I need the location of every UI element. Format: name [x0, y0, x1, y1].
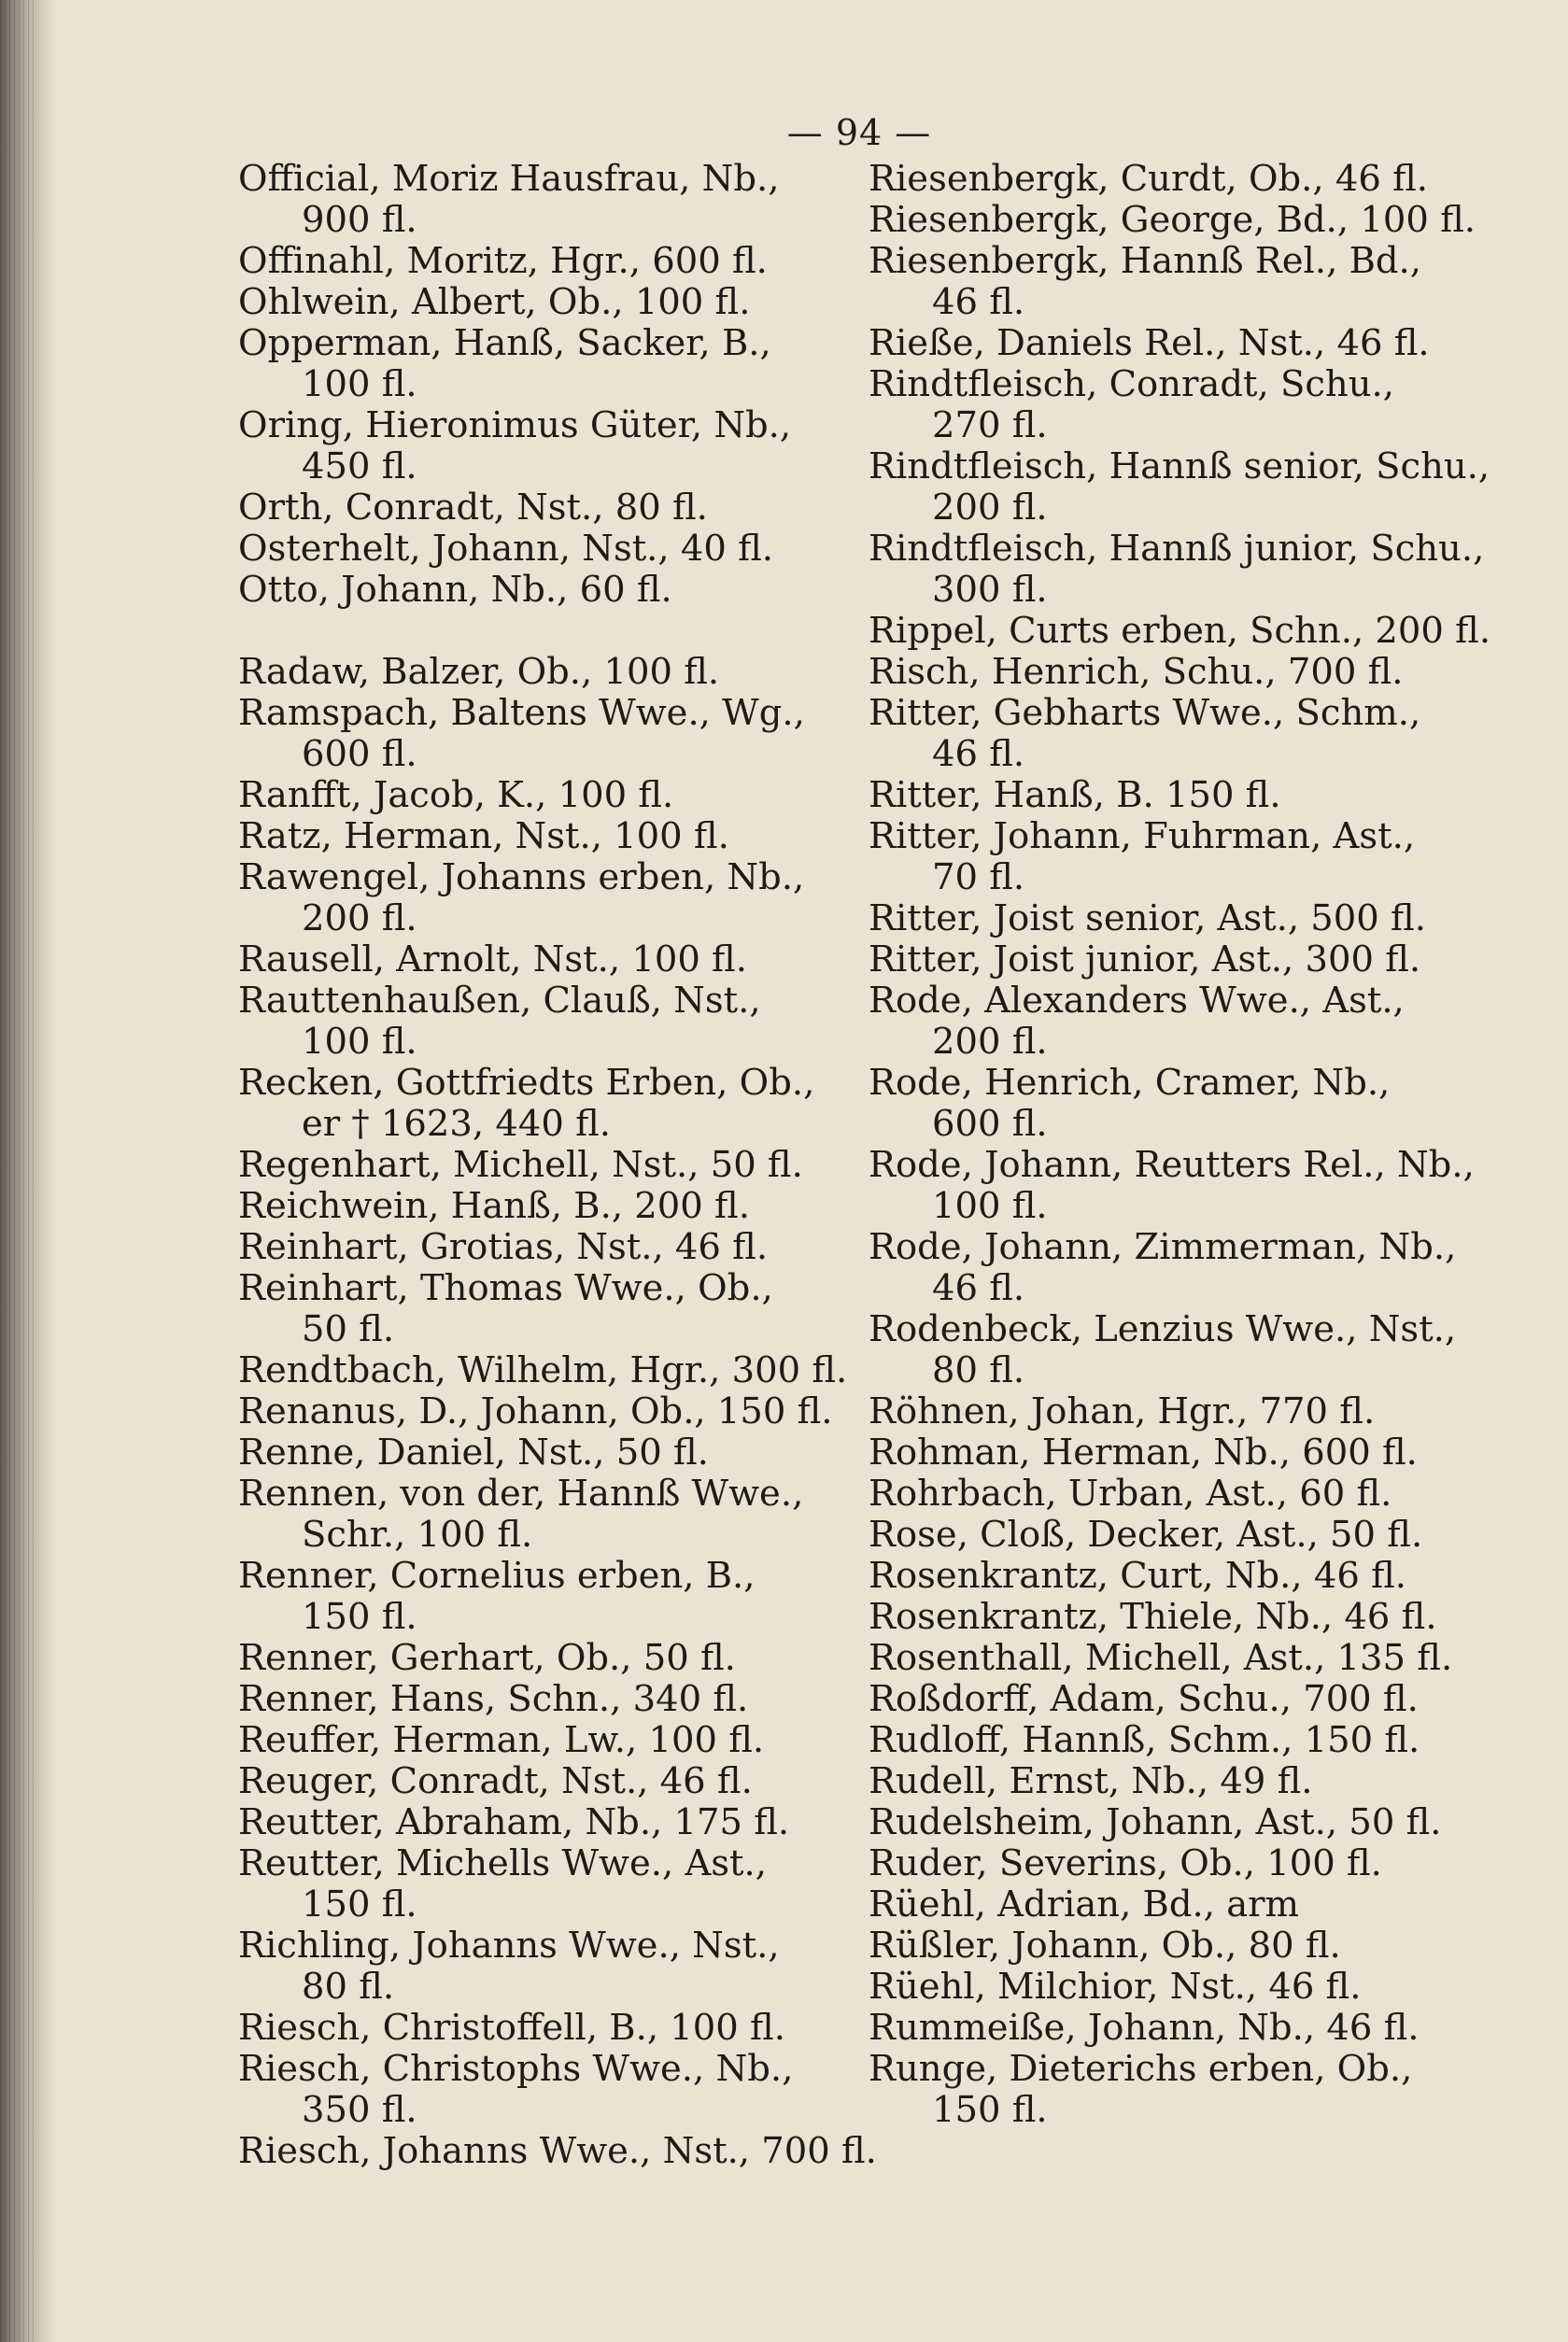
register-entry — [869, 939, 1485, 981]
register-entry — [238, 241, 855, 282]
entry-text: Rudell, Ernst, Nb., 49 fl. — [869, 1760, 1313, 1802]
right-column — [869, 158, 1491, 2131]
register-entry — [238, 1843, 855, 1926]
entry-continuation: 270 fl. — [932, 404, 1048, 446]
entry-text: Rawengel, Johanns erben, Nb., — [238, 856, 805, 898]
entry-text: Ritter, Gebharts Wwe., Schm., — [869, 692, 1421, 734]
register-entry — [869, 529, 1485, 611]
entry-text: Reichwein, Hanß, B., 200 fl. — [238, 1185, 750, 1227]
register-entry — [238, 1679, 855, 1720]
register-entry — [869, 2008, 1485, 2049]
entry-text: Reinhart, Thomas Wwe., Ob., — [238, 1267, 773, 1309]
register-entry — [238, 693, 855, 775]
entry-text: Osterhelt, Johann, Nst., 40 fl. — [238, 528, 774, 570]
entry-continuation: 46 fl. — [932, 1267, 1025, 1309]
entry-text: Reutter, Abraham, Nb., 175 fl. — [238, 1801, 790, 1843]
entry-text: Rosenkrantz, Thiele, Nb., 46 fl. — [869, 1596, 1437, 1638]
entry-text: Rodenbeck, Lenzius Wwe., Nst., — [869, 1308, 1457, 1350]
entry-continuation: 80 fl. — [932, 1349, 1025, 1391]
register-entry — [238, 1063, 855, 1145]
register-entry — [869, 1391, 1485, 1432]
entry-continuation: er † 1623, 440 fl. — [302, 1103, 612, 1145]
entry-text: Renne, Daniel, Nst., 50 fl. — [238, 1432, 709, 1474]
register-entry — [869, 981, 1485, 1063]
entry-text: Orth, Conradt, Nst., 80 fl. — [238, 487, 708, 529]
entry-continuation: 450 fl. — [302, 445, 417, 487]
entry-text: Riesenbergk, Hannß Rel., Bd., — [869, 240, 1421, 282]
register-entry — [869, 775, 1485, 816]
register-entry — [869, 693, 1485, 775]
register-entry — [238, 857, 855, 939]
entry-text: Reinhart, Grotias, Nst., 46 fl. — [238, 1226, 769, 1268]
entry-text: Rennen, von der, Hannß Wwe., — [238, 1473, 804, 1515]
register-entry — [238, 1432, 855, 1474]
register-entry — [238, 939, 855, 981]
register-entry — [869, 1926, 1485, 1967]
entry-text: Rindtfleisch, Conradt, Schu., — [869, 363, 1394, 405]
register-entry — [869, 1515, 1485, 1556]
register-entry — [238, 1926, 855, 2008]
entry-text: Ramspach, Baltens Wwe., Wg., — [238, 692, 805, 734]
register-entry — [869, 241, 1485, 323]
entry-continuation: 100 fl. — [932, 1185, 1048, 1227]
register-entry — [869, 1474, 1485, 1515]
register-entry — [238, 775, 855, 816]
entry-text: Ratz, Herman, Nst., 100 fl. — [238, 815, 729, 857]
register-entry — [869, 364, 1485, 446]
entry-continuation: 46 fl. — [932, 733, 1025, 775]
entry-continuation: 200 fl. — [302, 897, 417, 939]
left-column — [238, 158, 877, 2172]
register-entry — [238, 1227, 855, 1268]
entry-text: Röhnen, Johan, Hgr., 770 fl. — [869, 1390, 1376, 1432]
page-edges — [0, 0, 37, 2342]
entry-text: Rüehl, Milchior, Nst., 46 fl. — [869, 1966, 1362, 2008]
register-entry — [238, 1761, 855, 1802]
register-entry — [238, 529, 855, 570]
register-entry — [869, 1638, 1485, 1679]
entry-text: Riesenbergk, Curdt, Ob., 46 fl. — [869, 158, 1429, 200]
register-entry — [869, 1967, 1485, 2008]
register-entry — [869, 1679, 1485, 1720]
register-entry — [869, 200, 1485, 241]
register-entry — [869, 610, 1491, 652]
register-entry — [869, 1145, 1485, 1227]
entry-text: Rippel, Curts erben, Schn., 200 fl. — [869, 610, 1491, 652]
register-entry — [238, 1145, 855, 1186]
register-entry — [869, 652, 1485, 693]
entry-text: Rendtbach, Wilhelm, Hgr., 300 fl. — [238, 1349, 848, 1391]
entry-continuation: 70 fl. — [932, 856, 1025, 898]
entry-text: Rode, Alexanders Wwe., Ast., — [869, 980, 1405, 1022]
entry-text: Renner, Gerhart, Ob., 50 fl. — [238, 1637, 736, 1679]
entry-continuation: 80 fl. — [302, 1966, 395, 2008]
register-entry — [869, 1227, 1485, 1309]
register-entry — [238, 570, 855, 611]
register-entry — [869, 159, 1485, 200]
entry-text: Roßdorff, Adam, Schu., 700 fl. — [869, 1678, 1419, 1720]
register-entry — [869, 1597, 1485, 1638]
entry-continuation: 50 fl. — [302, 1308, 395, 1350]
entry-text: Recken, Gottfriedts Erben, Ob., — [238, 1062, 815, 1104]
register-entry — [869, 2049, 1485, 2131]
register-entry — [869, 1802, 1485, 1843]
entry-text: Oring, Hieronimus Güter, Nb., — [238, 404, 792, 446]
entry-continuation: 600 fl. — [932, 1103, 1048, 1145]
register-entry — [869, 1720, 1485, 1761]
entry-text: Renner, Hans, Schn., 340 fl. — [238, 1678, 749, 1720]
entry-text: Reuger, Conradt, Nst., 46 fl. — [238, 1760, 753, 1802]
entry-continuation: 300 fl. — [932, 569, 1048, 611]
entry-text: Ritter, Hanß, B. 150 fl. — [869, 774, 1281, 816]
register-entry — [238, 405, 855, 487]
register-entry — [869, 1063, 1485, 1145]
entry-text: Offinahl, Moritz, Hgr., 600 fl. — [238, 240, 768, 282]
entry-text: Riesch, Johanns Wwe., Nst., 700 fl. — [238, 2130, 877, 2172]
register-entry — [869, 1761, 1485, 1802]
register-entry — [238, 282, 855, 323]
entry-text: Otto, Johann, Nb., 60 fl. — [238, 569, 672, 611]
entry-text: Rummeiße, Johann, Nb., 46 fl. — [869, 2007, 1420, 2049]
entry-continuation: 150 fl. — [302, 1883, 417, 1926]
register-entry — [238, 2049, 855, 2131]
entry-continuation: 200 fl. — [932, 1021, 1048, 1063]
register-entry — [238, 2130, 877, 2172]
entry-text: Opperman, Hanß, Sacker, B., — [238, 322, 771, 364]
entry-text: Radaw, Balzer, Ob., 100 fl. — [238, 651, 720, 693]
entry-text: Richling, Johanns Wwe., Nst., — [238, 1925, 780, 1967]
entry-continuation: 150 fl. — [302, 1596, 417, 1638]
entry-text: Reutter, Michells Wwe., Ast., — [238, 1842, 767, 1884]
register-entry — [238, 487, 855, 529]
register-entry — [238, 159, 855, 241]
entry-text: Ruder, Severins, Ob., 100 fl. — [869, 1842, 1382, 1884]
register-entry — [238, 1268, 855, 1350]
entry-text: Rode, Johann, Zimmerman, Nb., — [869, 1226, 1457, 1268]
register-entry — [238, 1802, 855, 1843]
entry-text: Riesenbergk, George, Bd., 100 fl. — [869, 199, 1476, 241]
entry-text: Rauttenhaußen, Clauß, Nst., — [238, 980, 761, 1022]
register-entry — [238, 1350, 855, 1391]
page-number: — 94 — — [786, 112, 932, 153]
entry-text: Rode, Henrich, Cramer, Nb., — [869, 1062, 1391, 1104]
entry-text: Risch, Henrich, Schu., 700 fl. — [869, 651, 1404, 693]
entry-continuation: 900 fl. — [302, 199, 417, 241]
entry-text: Rindtfleisch, Hannß senior, Schu., — [869, 445, 1490, 487]
entry-text: Renner, Cornelius erben, B., — [238, 1555, 756, 1597]
entry-text: Ritter, Johann, Fuhrman, Ast., — [869, 815, 1416, 857]
entry-text: Riesch, Christophs Wwe., Nb., — [238, 2048, 794, 2090]
register-entry — [238, 323, 855, 405]
entry-text: Rüehl, Adrian, Bd., arm — [869, 1883, 1300, 1926]
register-entry — [238, 1474, 855, 1556]
register-entry — [238, 1720, 855, 1761]
entry-continuation: 46 fl. — [932, 281, 1025, 323]
entry-text: Rosenkrantz, Curt, Nb., 46 fl. — [869, 1555, 1407, 1597]
entry-continuation: 100 fl. — [302, 1021, 417, 1063]
register-entry — [238, 652, 855, 693]
register-entry — [869, 1843, 1485, 1884]
register-entry — [238, 981, 855, 1063]
entry-text: Riesch, Christoffell, B., 100 fl. — [238, 2007, 785, 2049]
entry-text: Rindtfleisch, Hannß junior, Schu., — [869, 528, 1485, 570]
entry-text: Ritter, Joist junior, Ast., 300 fl. — [869, 938, 1421, 981]
register-entry — [238, 816, 855, 857]
entry-continuation: 350 fl. — [302, 2089, 417, 2131]
register-entry — [869, 323, 1485, 364]
register-entry — [869, 1432, 1485, 1474]
register-entry — [238, 1638, 855, 1679]
entry-text: Rohrbach, Urban, Ast., 60 fl. — [869, 1473, 1392, 1515]
entry-text: Rohman, Herman, Nb., 600 fl. — [869, 1432, 1418, 1474]
entry-text: Ritter, Joist senior, Ast., 500 fl. — [869, 897, 1426, 939]
register-entry — [238, 1186, 855, 1227]
register-entry — [869, 1309, 1485, 1391]
entry-continuation: 100 fl. — [302, 363, 417, 405]
entry-continuation: Schr., 100 fl. — [302, 1514, 533, 1556]
entry-text: Rieße, Daniels Rel., Nst., 46 fl. — [869, 322, 1430, 364]
entry-text: Ranfft, Jacob, K., 100 fl. — [238, 774, 674, 816]
register-entry — [238, 2008, 855, 2049]
entry-text: Rose, Cloß, Decker, Ast., 50 fl. — [869, 1514, 1423, 1556]
entry-text: Rudelsheim, Johann, Ast., 50 fl. — [869, 1801, 1442, 1843]
entry-text: Rausell, Arnolt, Nst., 100 fl. — [238, 938, 747, 981]
register-entry — [869, 1884, 1485, 1926]
entry-text: Rudloff, Hannß, Schm., 150 fl. — [869, 1719, 1420, 1761]
entry-text: Regenhart, Michell, Nst., 50 fl. — [238, 1144, 803, 1186]
entry-text: Ohlwein, Albert, Ob., 100 fl. — [238, 281, 751, 323]
entry-text: Official, Moriz Hausfrau, Nb., — [238, 158, 780, 200]
entry-continuation: 600 fl. — [302, 733, 417, 775]
register-entry — [869, 445, 1490, 529]
register-entry — [238, 1391, 855, 1432]
entry-continuation: 150 fl. — [932, 2089, 1048, 2131]
entry-text: Rosenthall, Michell, Ast., 135 fl. — [869, 1637, 1453, 1679]
entry-continuation: 200 fl. — [932, 487, 1048, 529]
register-entry — [869, 898, 1485, 939]
register-entry — [238, 1556, 855, 1638]
entry-text: Rode, Johann, Reutters Rel., Nb., — [869, 1144, 1475, 1186]
entry-text: Renanus, D., Johann, Ob., 150 fl. — [238, 1390, 833, 1432]
register-entry — [869, 1556, 1485, 1597]
entry-text: Reuffer, Herman, Lw., 100 fl. — [238, 1719, 765, 1761]
entry-text: Rüßler, Johann, Ob., 80 fl. — [869, 1925, 1341, 1967]
entry-text: Runge, Dieterichs erben, Ob., — [869, 2048, 1413, 2090]
register-entry — [869, 816, 1485, 898]
